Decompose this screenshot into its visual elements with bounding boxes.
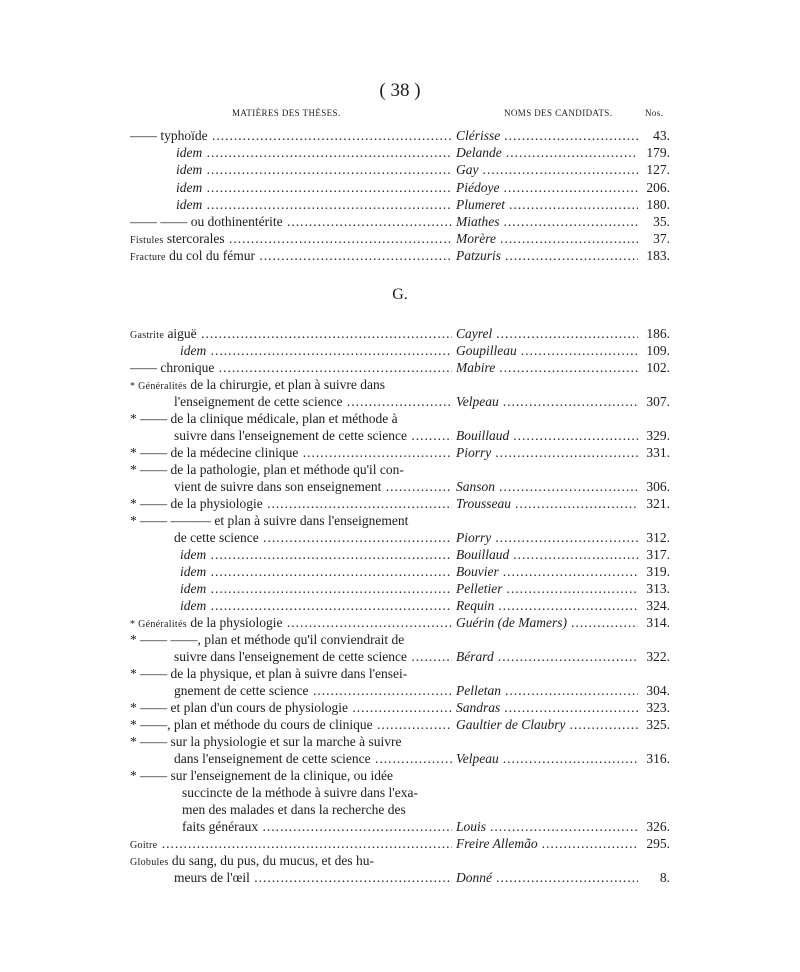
entry-subject-text: de cette science <box>174 530 259 545</box>
index-entry <box>130 869 670 886</box>
entry-author: Sandras ..... <box>456 699 638 716</box>
entry-subject-text: dans l'enseignement de cette science <box>174 751 371 766</box>
entry-subject-text: l'enseignement de cette science <box>174 394 343 409</box>
entry-subject <box>130 801 670 818</box>
entry-subject-keyword: Fistules <box>130 235 164 247</box>
entry-subject-text: de la physiologie <box>186 615 283 630</box>
entry-subject-text: —— chronique <box>130 360 215 375</box>
entry-subject <box>130 230 452 249</box>
entry-subject <box>130 144 452 161</box>
entry-number: 35. <box>653 214 670 229</box>
entry-subject <box>130 461 670 478</box>
entry-author: Cayrel ..... <box>456 325 638 342</box>
entry-number: 319. <box>646 564 670 579</box>
entry-subject <box>130 127 452 144</box>
entry-subject-text: * —— de la pathologie, plan et méthode qu'il con- <box>130 462 404 477</box>
entry-subject <box>130 359 452 376</box>
entry-subject <box>130 196 452 213</box>
entry-subject-text: * —— ——— et plan à suivre dans l'enseignement <box>130 513 409 528</box>
entry-subject-text: idem <box>176 179 203 195</box>
entry-author: Morère ..... <box>456 230 638 247</box>
entry-subject <box>130 478 452 495</box>
entry-author: Piédoye ..... <box>456 179 638 196</box>
entry-author: Guérin (de Mamers) ..... <box>456 614 638 631</box>
index-entry <box>130 648 670 665</box>
index-entry <box>130 716 670 733</box>
entry-subject-keyword: Fracture <box>130 252 166 264</box>
entry-author: Velpeau ..... <box>456 750 638 767</box>
entry-number: 127. <box>646 162 670 178</box>
entry-author: Gaultier de Claubry ..... <box>456 716 638 733</box>
entry-subject <box>130 682 452 699</box>
index-entry <box>130 852 670 869</box>
entry-subject-text: idem <box>176 162 203 178</box>
entry-number: 331. <box>646 445 670 460</box>
index-entry <box>130 325 670 342</box>
entry-author: Goupilleau ..... <box>456 342 638 359</box>
entry-number: 183. <box>646 248 670 264</box>
entry-number: 186. <box>646 326 670 341</box>
index-entry <box>130 161 670 178</box>
column-header-numbers: Nos. <box>645 108 664 118</box>
index-entry <box>130 444 670 461</box>
entry-subject-text: suivre dans l'enseignement de cette science <box>174 428 407 443</box>
entry-author: Bérard ..... <box>456 648 638 665</box>
entry-number: 306. <box>646 479 670 494</box>
entry-subject-text: idem <box>180 547 207 562</box>
entry-number: 314. <box>646 615 670 630</box>
entry-number: 307. <box>646 394 670 409</box>
index-entry <box>130 733 670 750</box>
index-entry <box>130 631 670 648</box>
index-entry <box>130 546 670 563</box>
entry-subject <box>130 767 670 784</box>
entry-subject-text: du col du fémur <box>165 248 255 264</box>
entry-subject <box>130 342 452 359</box>
entry-subject-keyword: Globules <box>130 857 169 868</box>
index-entry <box>130 682 670 699</box>
entry-subject <box>130 716 452 733</box>
entry-subject-text: —— typhoïde <box>130 128 208 143</box>
entry-author: Delande ..... <box>456 144 638 161</box>
entry-subject <box>130 733 670 750</box>
entry-number: 8. <box>659 870 670 885</box>
entry-author: Bouillaud ..... <box>456 546 638 563</box>
entry-number: 326. <box>646 819 670 834</box>
entry-number: 313. <box>646 581 670 596</box>
entry-subject-text: * —— de la clinique médicale, plan et méthode à <box>130 411 398 426</box>
entry-subject <box>130 444 452 461</box>
entry-number: 324. <box>646 598 670 613</box>
index-entry <box>130 580 670 597</box>
entry-subject <box>130 750 452 767</box>
entry-author: Donné ..... <box>456 869 638 886</box>
index-entry <box>130 179 670 196</box>
entry-number: 206. <box>646 179 670 195</box>
entry-subject <box>130 648 452 665</box>
index-entry <box>130 801 670 818</box>
entry-number: 323. <box>646 700 670 715</box>
entry-subject-text: * —— sur la physiologie et sur la marche à suivre <box>130 734 402 749</box>
index-entry <box>130 478 670 495</box>
entry-subject <box>130 597 452 614</box>
entry-number: 322. <box>646 649 670 664</box>
entry-subject <box>130 247 452 266</box>
entry-subject-text: * —— de la physiologie <box>130 496 263 511</box>
entry-subject <box>130 631 670 648</box>
entry-subject <box>130 495 452 512</box>
entry-author: Sanson ..... <box>456 478 638 495</box>
entry-subject <box>130 529 452 546</box>
entry-subject-text: du sang, du pus, du mucus, et des hu- <box>168 853 374 868</box>
index-entry <box>130 529 670 546</box>
index-entry <box>130 376 670 393</box>
entry-subject-text: * —— sur l'enseignement de la clinique, ou idée <box>130 768 393 783</box>
entry-number: 312. <box>646 530 670 545</box>
index-entry <box>130 359 670 376</box>
entry-subject <box>130 213 452 230</box>
entry-subject <box>130 427 452 444</box>
index-entry <box>130 614 670 631</box>
entry-subject <box>130 665 670 682</box>
column-header-subjects: MATIÈRES DES THÈSES. <box>232 108 341 118</box>
entry-subject-text: idem <box>180 598 207 613</box>
entry-subject <box>130 410 670 427</box>
section-letter: G. <box>392 286 408 303</box>
entry-subject <box>130 580 452 597</box>
index-entry <box>130 767 670 784</box>
entry-subject <box>130 179 452 196</box>
index-entry <box>130 597 670 614</box>
entry-subject <box>130 161 452 178</box>
entry-number: 180. <box>646 196 670 212</box>
index-entry <box>130 750 670 767</box>
entry-author: Piorry ..... <box>456 444 638 461</box>
entry-subject-text: * —— de la physique, et plan à suivre dans l'ensei- <box>130 666 408 681</box>
index-entry <box>130 393 670 410</box>
page-number: ( 38 ) <box>379 80 421 101</box>
index-entry <box>130 563 670 580</box>
entry-subject-text: * —— ——, plan et méthode qu'il conviendrait de <box>130 632 405 647</box>
index-entry <box>130 665 670 682</box>
entry-number: 37. <box>653 231 670 247</box>
index-entry <box>130 512 670 529</box>
entry-subject <box>130 563 452 580</box>
entry-number: 317. <box>646 547 670 562</box>
entry-author: Louis ..... <box>456 818 638 835</box>
entry-subject-text: idem <box>180 343 207 358</box>
index-entry <box>130 784 670 801</box>
entry-author: Piorry ..... <box>456 529 638 546</box>
entry-author: Velpeau ..... <box>456 393 638 410</box>
entry-number: 325. <box>646 717 670 732</box>
index-entry <box>130 495 670 512</box>
index-entry <box>130 230 670 247</box>
index-entry <box>130 461 670 478</box>
index-entry <box>130 342 670 359</box>
entry-author: Mabire ..... <box>456 359 638 376</box>
entry-subject-text: * —— de la médecine clinique <box>130 445 299 460</box>
entry-subject-text: suivre dans l'enseignement de cette science <box>174 649 407 664</box>
index-entry <box>130 213 670 230</box>
entry-number: 179. <box>646 145 670 161</box>
entry-author: Patzuris ..... <box>456 247 638 264</box>
entry-subject-text: faits généraux <box>182 819 259 834</box>
entry-subject <box>130 818 452 835</box>
entry-author: Pelletier ..... <box>456 580 638 597</box>
entry-number: 295. <box>646 836 670 851</box>
entry-author: Bouillaud ..... <box>456 427 638 444</box>
entry-author: Trousseau ..... <box>456 495 638 512</box>
entry-subject-keyword: * Généralités <box>130 619 187 630</box>
entry-subject-text: meurs de l'œil <box>174 870 250 885</box>
entry-subject-text: idem <box>176 196 203 212</box>
entry-subject-keyword: * Généralités <box>130 381 187 392</box>
entry-subject-text: men des malades et dans la recherche des <box>182 802 406 817</box>
index-entry <box>130 835 670 852</box>
index-entry <box>130 127 670 144</box>
entry-subject <box>130 784 670 801</box>
entry-subject <box>130 512 670 529</box>
index-entry <box>130 247 670 264</box>
entry-number: 316. <box>646 751 670 766</box>
entry-subject-text: de la chirurgie, et plan à suivre dans <box>186 377 385 392</box>
entry-author: Plumeret ..... <box>456 196 638 213</box>
entry-subject-keyword: Gastrite <box>130 330 165 341</box>
entry-number: 304. <box>646 683 670 698</box>
entry-number: 43. <box>653 128 670 143</box>
entry-subject <box>130 393 452 410</box>
entry-subject <box>130 869 452 886</box>
entry-subject-text: idem <box>176 145 203 161</box>
entry-subject <box>130 699 452 716</box>
entry-subject-text: aiguë <box>164 326 197 341</box>
entry-author: Requin ..... <box>456 597 638 614</box>
entry-subject-text: gnement de cette science <box>174 683 309 698</box>
entry-author: Gay ..... <box>456 161 638 178</box>
entry-author: Freire Allemão ..... <box>456 835 638 852</box>
entry-subject <box>130 546 452 563</box>
entry-subject-text: * —— et plan d'un cours de physiologie <box>130 700 349 715</box>
index-entry <box>130 196 670 213</box>
entry-number: 102. <box>646 360 670 375</box>
entry-subject-text: idem <box>180 581 207 596</box>
entry-author: Clérisse ..... <box>456 127 638 144</box>
index-entry <box>130 818 670 835</box>
index-entry <box>130 699 670 716</box>
index-entry <box>130 410 670 427</box>
index-entry <box>130 427 670 444</box>
entry-author: Miathes ..... <box>456 213 638 230</box>
entry-number: 329. <box>646 428 670 443</box>
entry-number: 109. <box>646 343 670 358</box>
entry-author: Pelletan ..... <box>456 682 638 699</box>
entry-author: Bouvier ..... <box>456 563 638 580</box>
entry-subject-text: idem <box>180 564 207 579</box>
entry-subject-text: * ——, plan et méthode du cours de clinique <box>130 717 373 732</box>
index-entry <box>130 144 670 161</box>
entry-subject-text: —— —— ou dothinentérite <box>130 214 283 229</box>
column-header-names: NOMS DES CANDIDATS. <box>504 108 613 118</box>
entry-subject-text: succincte de la méthode à suivre dans l'exa- <box>182 785 418 800</box>
entry-subject-text: stercorales <box>163 231 225 247</box>
entry-number: 321. <box>646 496 670 511</box>
entry-subject-keyword: Goitre <box>130 840 158 851</box>
entry-subject-text: vient de suivre dans son enseignement <box>174 479 382 494</box>
